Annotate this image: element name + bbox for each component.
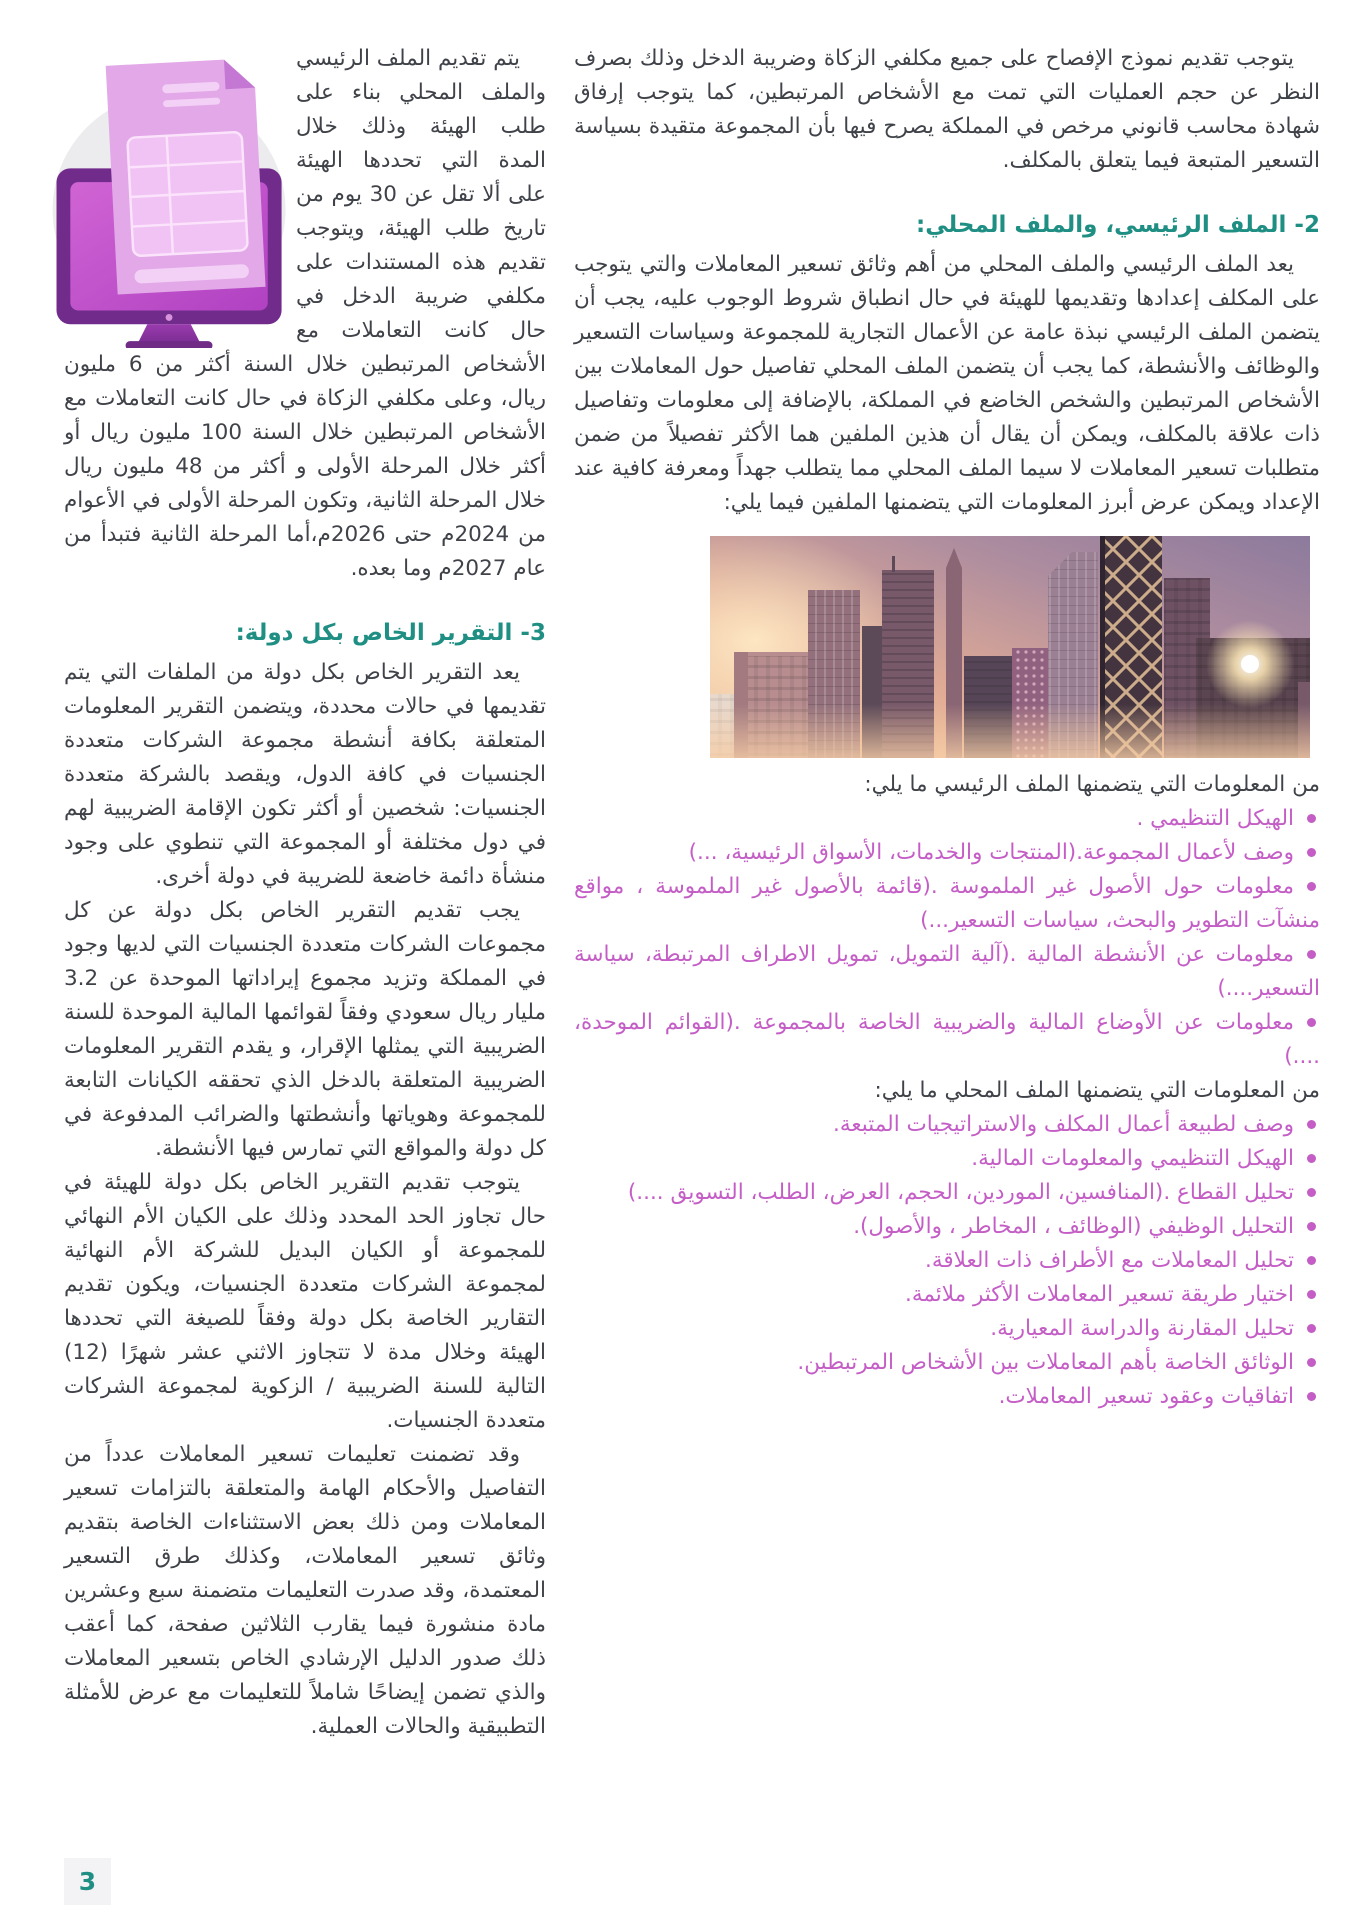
city-skyline-graphic (710, 536, 1310, 758)
column-right (574, 42, 1320, 1414)
list-item: تحليل المعاملات مع الأطراف ذات العلاقة. (574, 1244, 1320, 1278)
master-file-intro: من المعلومات التي يتضمنها الملف الرئيسي ما يلي: (864, 772, 1320, 797)
list-item: معلومات حول الأصول غير الملموسة .(قائمة بالأصول غير الملموسة ، مواقع منشآت التطوير والبحث، سياسات التسعير...) (574, 870, 1320, 938)
list-item: الهيكل التنظيمي والمعلومات المالية. (574, 1142, 1320, 1176)
list-item: تحليل القطاع .(المنافسين، الموردين، الحجم، العرض، الطلب، التسويق ....) (574, 1176, 1320, 1210)
list-item: التحليل الوظيفي (الوظائف ، المخاطر ، والأصول). (574, 1210, 1320, 1244)
list-item: معلومات عن الأوضاع المالية والضريبية الخاصة بالمجموعة .(القوائم الموحدة، ....) (574, 1006, 1320, 1074)
column-left (64, 42, 546, 1744)
section-3-heading: 3- التقرير الخاص بكل دولة: (235, 620, 546, 646)
city-skyline-photo (710, 536, 1310, 758)
instructions-summary-paragraph: وقد تضمنت تعليمات تسعير المعاملات عدداً من التفاصيل والأحكام الهامة والمتعلقة بالتزامات تسعير المعاملات ومن ذلك بعض الاستثناءات الخاصة بتقديم وثائق تسعير المعاملات، وكذلك طرق التسعير المعتمدة، وقد صدرت التعليمات متضمنة سبع وعشرين مادة منشورة فيما يقارب الثلاثين صفحة، كما أعقب ذلك صدور الدليل الإرشادي الخاص بتسعير المعاملات والذي تضمن إيضاحًا شاملاً للتعليمات مع عرض للأمثلة التطبيقية والحالات العملية. (64, 1442, 546, 1739)
document-icon (106, 58, 266, 294)
list-item: وصف لطبيعة أعمال المكلف والاستراتيجيات المتبعة. (574, 1108, 1320, 1142)
cbc-report-filing-paragraph: يتوجب تقديم التقرير الخاص بكل دولة للهيئة في حال تجاوز الحد المحدد وذلك على الكيان الأم النهائي للمجموعة أو الكيان البديل للشركة الأم النهائية لمجموعة الشركات متعددة الجنسيات، ويكون تقديم التقارير الخاصة بكل دولة وفقاً للصيغة التي تحددها الهيئة وخلال مدة لا تتجاوز الاثني عشر شهرًا (12) التالية للسنة الضريبية / الزكوية لمجموعة الشركات متعددة الجنسيات. (64, 1170, 546, 1433)
table-icon (127, 132, 248, 256)
list-item: وصف لأعمال المجموعة.(المنتجات والخدمات، الأسواق الرئيسية، ...) (574, 836, 1320, 870)
cbc-report-definition-paragraph: يعد التقرير الخاص بكل دولة من الملفات التي يتم تقديمها في حالات محددة، ويتضمن التقرير المعلومات المتعلقة بكافة أنشطة مجموعة الشركات متعددة الجنسيات في كافة الدول، ويقصد بالشركة متعددة الجنسيات: شخصين أو أكثر تكون الإقامة الضريبية لهم في دول مختلفة أو المجموعة التي تنطوي على وجود منشأة دائمة خاضعة للضريبة في دولة أخرى. (64, 660, 546, 889)
local-file-intro: من المعلومات التي يتضمنها الملف المحلي ما يلي: (874, 1078, 1320, 1103)
master-file-bullet-list (574, 802, 1320, 1074)
list-item: معلومات عن الأنشطة المالية .(آلية التمويل، تمويل الاطراف المرتبطة، سياسة التسعير....) (574, 938, 1320, 1006)
list-item: الوثائق الخاصة بأهم المعاملات بين الأشخاص المرتبطين. (574, 1346, 1320, 1380)
local-file-bullet-list (574, 1108, 1320, 1414)
monitor-document-graphic (48, 42, 296, 348)
folded-corner (224, 58, 255, 89)
disclosure-paragraph: يتوجب تقديم نموذج الإفصاح على جميع مكلفي الزكاة وضريبة الدخل وذلك بصرف النظر عن حجم العمليات التي تمت مع الأشخاص المرتبطين، كما يتوجب إرفاق شهادة محاسب قانوني مرخص في المملكة يصرح فيها بأن المجموعة متقيدة بسياسة التسعير المتبعة فيما يتعلق بالمكلف. (574, 46, 1320, 173)
cbc-report-threshold-paragraph: يجب تقديم التقرير الخاص بكل دولة عن كل مجموعات الشركات متعددة الجنسيات التي لديها وجود في المملكة وتزيد مجموع إيراداتها الموحدة عن 3.2 مليار ريال سعودي وفقاً لقوائمها المالية الموحدة للسنة الضريبية التي يمثلها الإقرار، و يقدم التقرير المعلومات الضريبية المتعلقة بالدخل الذي تحققه الكيانات التابعة للمجموعة وهوياتها وأنشطتها والضرائب المدفوعة في كل دولة والمواقع التي تمارس فيها الأنشطة. (64, 898, 546, 1161)
section-2-body: يعد الملف الرئيسي والملف المحلي من أهم وثائق تسعير المعاملات والتي يتوجب على المكلف إعدادها وتقديمها للهيئة في حال انطباق شروط الوجوب عليه، يجب أن يتضمن الملف الرئيسي نبذة عامة عن الأعمال التجارية للمجموعة وسياسات التسعير والوظائف والأنشطة، كما يجب أن يتضمن الملف المحلي تفاصيل حول المعاملات بين الأشخاص المرتبطين والشخص الخاضع في المملكة، بالإضافة إلى معلومات وتفاصيل ذات علاقة بالمكلف، ويمكن أن يقال أن هذين الملفين هما الأكثر تفصيلاً من ضمن متطلبات تسعير المعاملات لا سيما الملف المحلي مما يتطلب جهداً ومعرفة كافية عند الإعداد ويمكن عرض أبرز المعلومات التي يتضمنها الملفين فيما يلي: (574, 252, 1320, 515)
section-2-heading: 2- الملف الرئيسي، والملف المحلي: (916, 212, 1320, 238)
page-number-badge (64, 1858, 111, 1905)
page-number: 3 (78, 1867, 97, 1896)
list-item: تحليل المقارنة والدراسة المعيارية. (574, 1312, 1320, 1346)
submission-deadline-paragraph: يتم تقديم الملف الرئيسي والملف المحلي بناء على طلب الهيئة وذلك خلال المدة التي تحددها الهيئة على ألا تقل عن 30 يوم من تاريخ طلب الهيئة، ويتوجب تقديم هذه المستندات على مكلفي ضريبة الدخل في حال كانت التعاملات مع الأشخاص المرتبطين خلال السنة أكثر من 6 مليون ريال، وعلى مكلفي الزكاة في حال كانت التعاملات مع الأشخاص المرتبطين خلال السنة 100 مليون ريال أو أكثر خلال المرحلة الأولى و أكثر من 48 مليون ريال خلال المرحلة الثانية، وتكون المرحلة الأولى في الأعوام من 2024م حتى 2026م،أما المرحلة الثانية فتبدأ من عام 2027م وما بعده. (64, 46, 547, 581)
list-item: الهيكل التنظيمي . (574, 802, 1320, 836)
list-item: اتفاقيات وعقود تسعير المعاملات. (574, 1380, 1320, 1414)
list-item: اختيار طريقة تسعير المعاملات الأكثر ملائمة. (574, 1278, 1320, 1312)
computer-document-illustration (48, 42, 296, 348)
